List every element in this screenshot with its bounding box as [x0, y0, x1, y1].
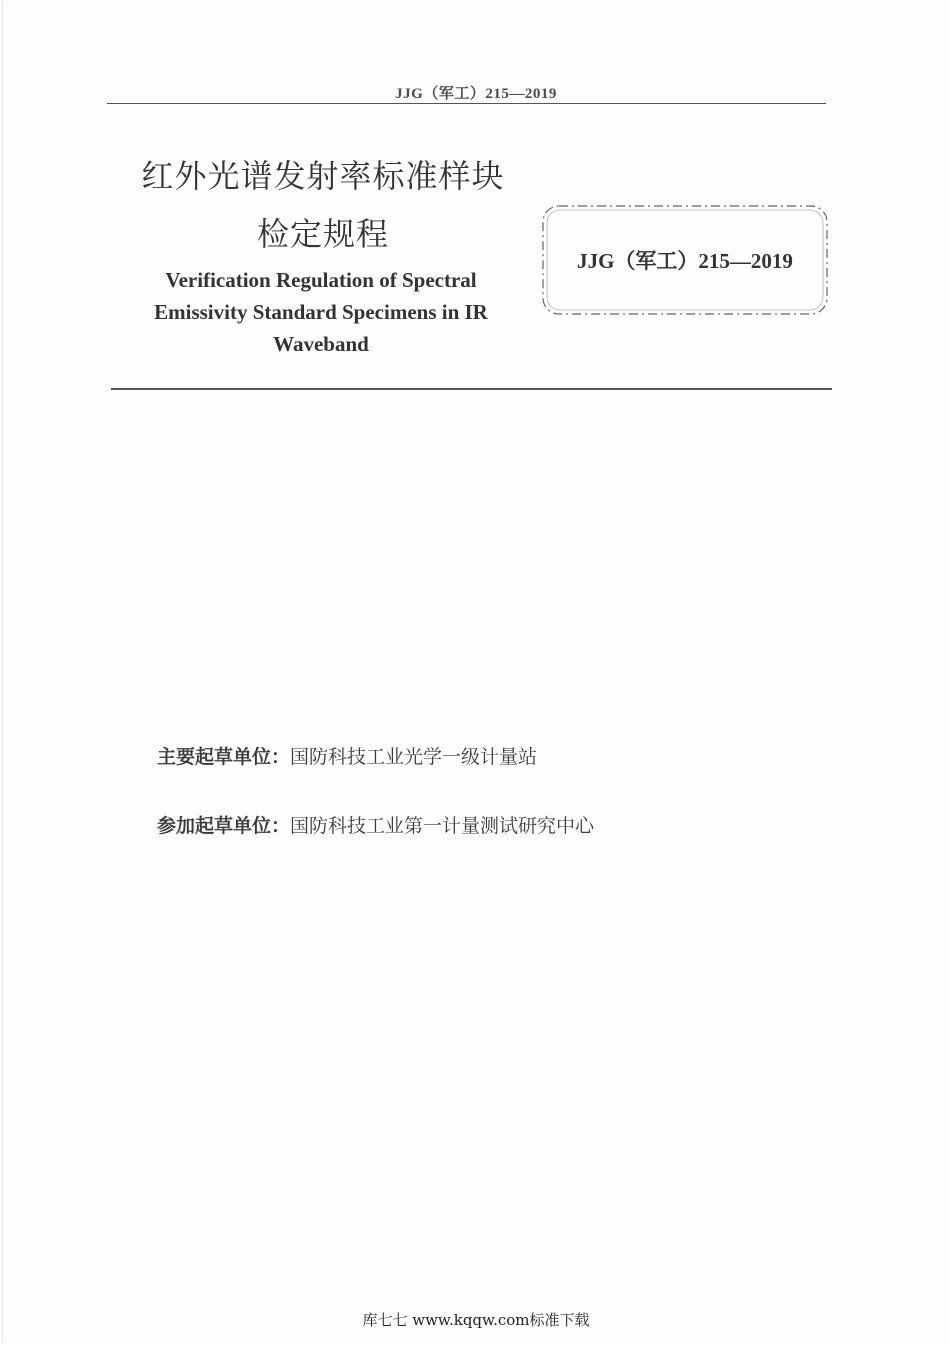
title-english-line-1: Verification Regulation of Spectral: [165, 268, 477, 292]
standard-code-box: [539, 202, 831, 318]
standard-code-box-text: JJG（军工）215—2019: [577, 249, 793, 273]
title-chinese-line-2: 检定规程: [256, 215, 389, 253]
footer-watermark: 库七七 www.kqqw.com标准下载: [362, 1311, 590, 1329]
title-english: [121, 264, 521, 360]
title-english-line-2: Emissivity Standard Specimens in IR: [154, 300, 488, 324]
title-divider: [111, 388, 832, 390]
header-divider: [107, 103, 826, 104]
title-chinese-line-1: 红外光谱发射率标准样块: [141, 157, 505, 195]
header-standard-code: JJG（军工）215—2019: [395, 86, 557, 102]
participating-drafting-unit-label: 参加起草单位：: [157, 815, 291, 837]
main-drafting-unit-label: 主要起草单位：: [157, 746, 291, 768]
main-drafting-unit-value: 国防科技工业光学一级计量站: [290, 746, 538, 768]
main-drafting-unit: [157, 742, 537, 769]
participating-drafting-unit-value: 国防科技工业第一计量测试研究中心: [290, 815, 595, 837]
document-page: [2, 2, 949, 1343]
title-chinese: [113, 147, 533, 263]
title-english-line-3: Waveband: [273, 332, 369, 356]
participating-drafting-unit: [157, 811, 594, 838]
